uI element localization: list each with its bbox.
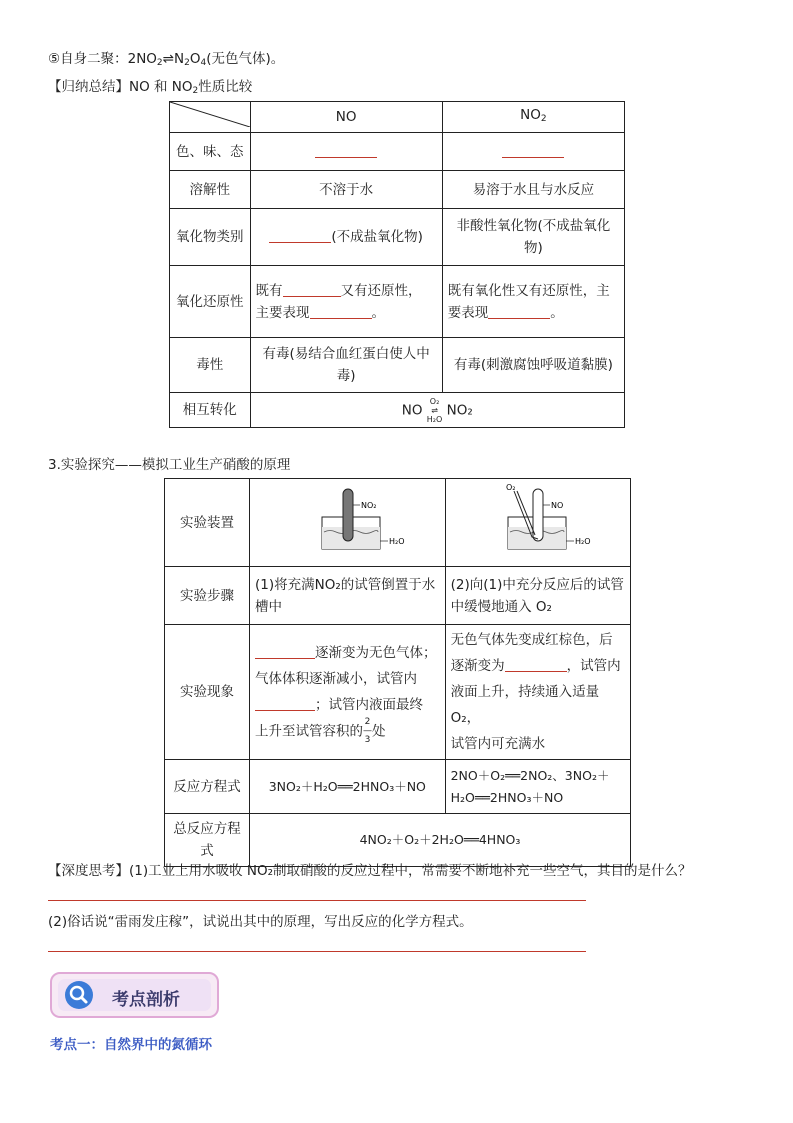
no2-redox: 既有氧化性又有还原性，主 要表现 。 <box>442 266 624 338</box>
deep-thinking-question-2: (2)俗话说“雷雨发庄稼”，试说出其中的原理，写出反应的化学方程式。 <box>48 914 473 930</box>
header-no2: $NO_2$ <box>442 102 624 133</box>
step-1: (1)将充满NO₂的试管倒置于水槽中 <box>250 567 446 625</box>
phenomena-1: 逐渐变为无色气体； 气体体积逐渐减小，试管内 ；试管内液面最终 上升至试管容积的2 — 3处 <box>250 625 446 760</box>
no-redox: 既有 又有还原性， 主要表现 。 <box>250 266 442 338</box>
total-equation: 4NO₂＋O₂＋2H₂O══4HNO₃ <box>250 814 631 867</box>
diagram2-no-label: NO <box>550 501 564 510</box>
intro-line-dimerization: ⑤自身二聚：$2NO_2\rightleftharpoons N_2O_4$(无色气体)。 <box>48 51 285 68</box>
apparatus-diagram-2 <box>445 479 630 567</box>
row-label-apparatus: 实验装置 <box>165 479 250 567</box>
exam-point-badge <box>50 972 219 1018</box>
diagram1-gas-label: NO₂ <box>361 501 377 510</box>
experiment-table <box>164 478 631 867</box>
row-label-equation: 反应方程式 <box>165 760 250 814</box>
no-oxide-type: (不成盐氧化物) <box>250 209 442 266</box>
row-label-phenomena: 实验现象 <box>165 625 250 760</box>
row-label-solubility: 溶解性 <box>170 171 251 209</box>
compare-table <box>169 101 625 428</box>
diagram2-o2-label: O₂ <box>505 483 516 492</box>
diagram1-water-label: H₂O <box>389 537 405 546</box>
apparatus-diagram-1 <box>250 479 446 567</box>
search-icon <box>64 980 94 1014</box>
no2-color-blank <box>442 133 624 171</box>
equation-2: 2NO＋O₂══2NO₂、3NO₂＋ H₂O══2HNO₃＋NO <box>445 760 630 814</box>
answer-line-2 <box>48 951 586 952</box>
no2-toxicity: 有毒(刺激腐蚀呼吸道黏膜) <box>442 338 624 393</box>
deep-thinking-question-1: 【深度思考】(1)工业上用水吸收 NO₂制取硝酸的反应过程中，常需要不断地补充一些空气，其目的是什么？ <box>48 863 692 879</box>
row-label-steps: 实验步骤 <box>165 567 250 625</box>
conversion-equation: NO O₂ ⇌ H₂O NO₂ <box>250 393 624 428</box>
phenomena-2: 无色气体先变成红棕色，后 逐渐变为 ，试管内 液面上升，持续通入适量O₂， 试管内可充满水 <box>445 625 630 760</box>
table-corner-diagonal <box>170 102 251 133</box>
row-label-total-equation: 总反应方程式 <box>165 814 250 867</box>
row-label-color: 色、味、态 <box>170 133 251 171</box>
no-toxicity: 有毒(易结合血红蛋白使人中毒) <box>250 338 442 393</box>
section-title: 考点一：自然界中的氮循环 <box>50 1037 212 1053</box>
answer-line-1 <box>48 900 586 901</box>
equation-1: 3NO₂＋H₂O══2HNO₃＋NO <box>250 760 446 814</box>
header-no: NO <box>250 102 442 133</box>
row-label-oxide-type: 氧化物类别 <box>170 209 251 266</box>
experiment-heading: 3.实验探究——模拟工业生产硝酸的原理 <box>48 457 291 473</box>
row-label-conversion: 相互转化 <box>170 393 251 428</box>
summary-heading: 【归纳总结】NO 和 $NO_2$性质比较 <box>48 79 253 96</box>
no-solubility: 不溶于水 <box>250 171 442 209</box>
no2-solubility: 易溶于水且与水反应 <box>442 171 624 209</box>
no2-oxide-type: 非酸性氧化物(不成盐氧化物) <box>442 209 624 266</box>
step-2: (2)向(1)中充分反应后的试管中缓慢地通入 O₂ <box>445 567 630 625</box>
row-label-toxicity: 毒性 <box>170 338 251 393</box>
badge-title: 考点剖析 <box>112 990 180 1010</box>
row-label-redox: 氧化还原性 <box>170 266 251 338</box>
no-color-blank <box>250 133 442 171</box>
diagram2-water-label: H₂O <box>574 537 591 546</box>
